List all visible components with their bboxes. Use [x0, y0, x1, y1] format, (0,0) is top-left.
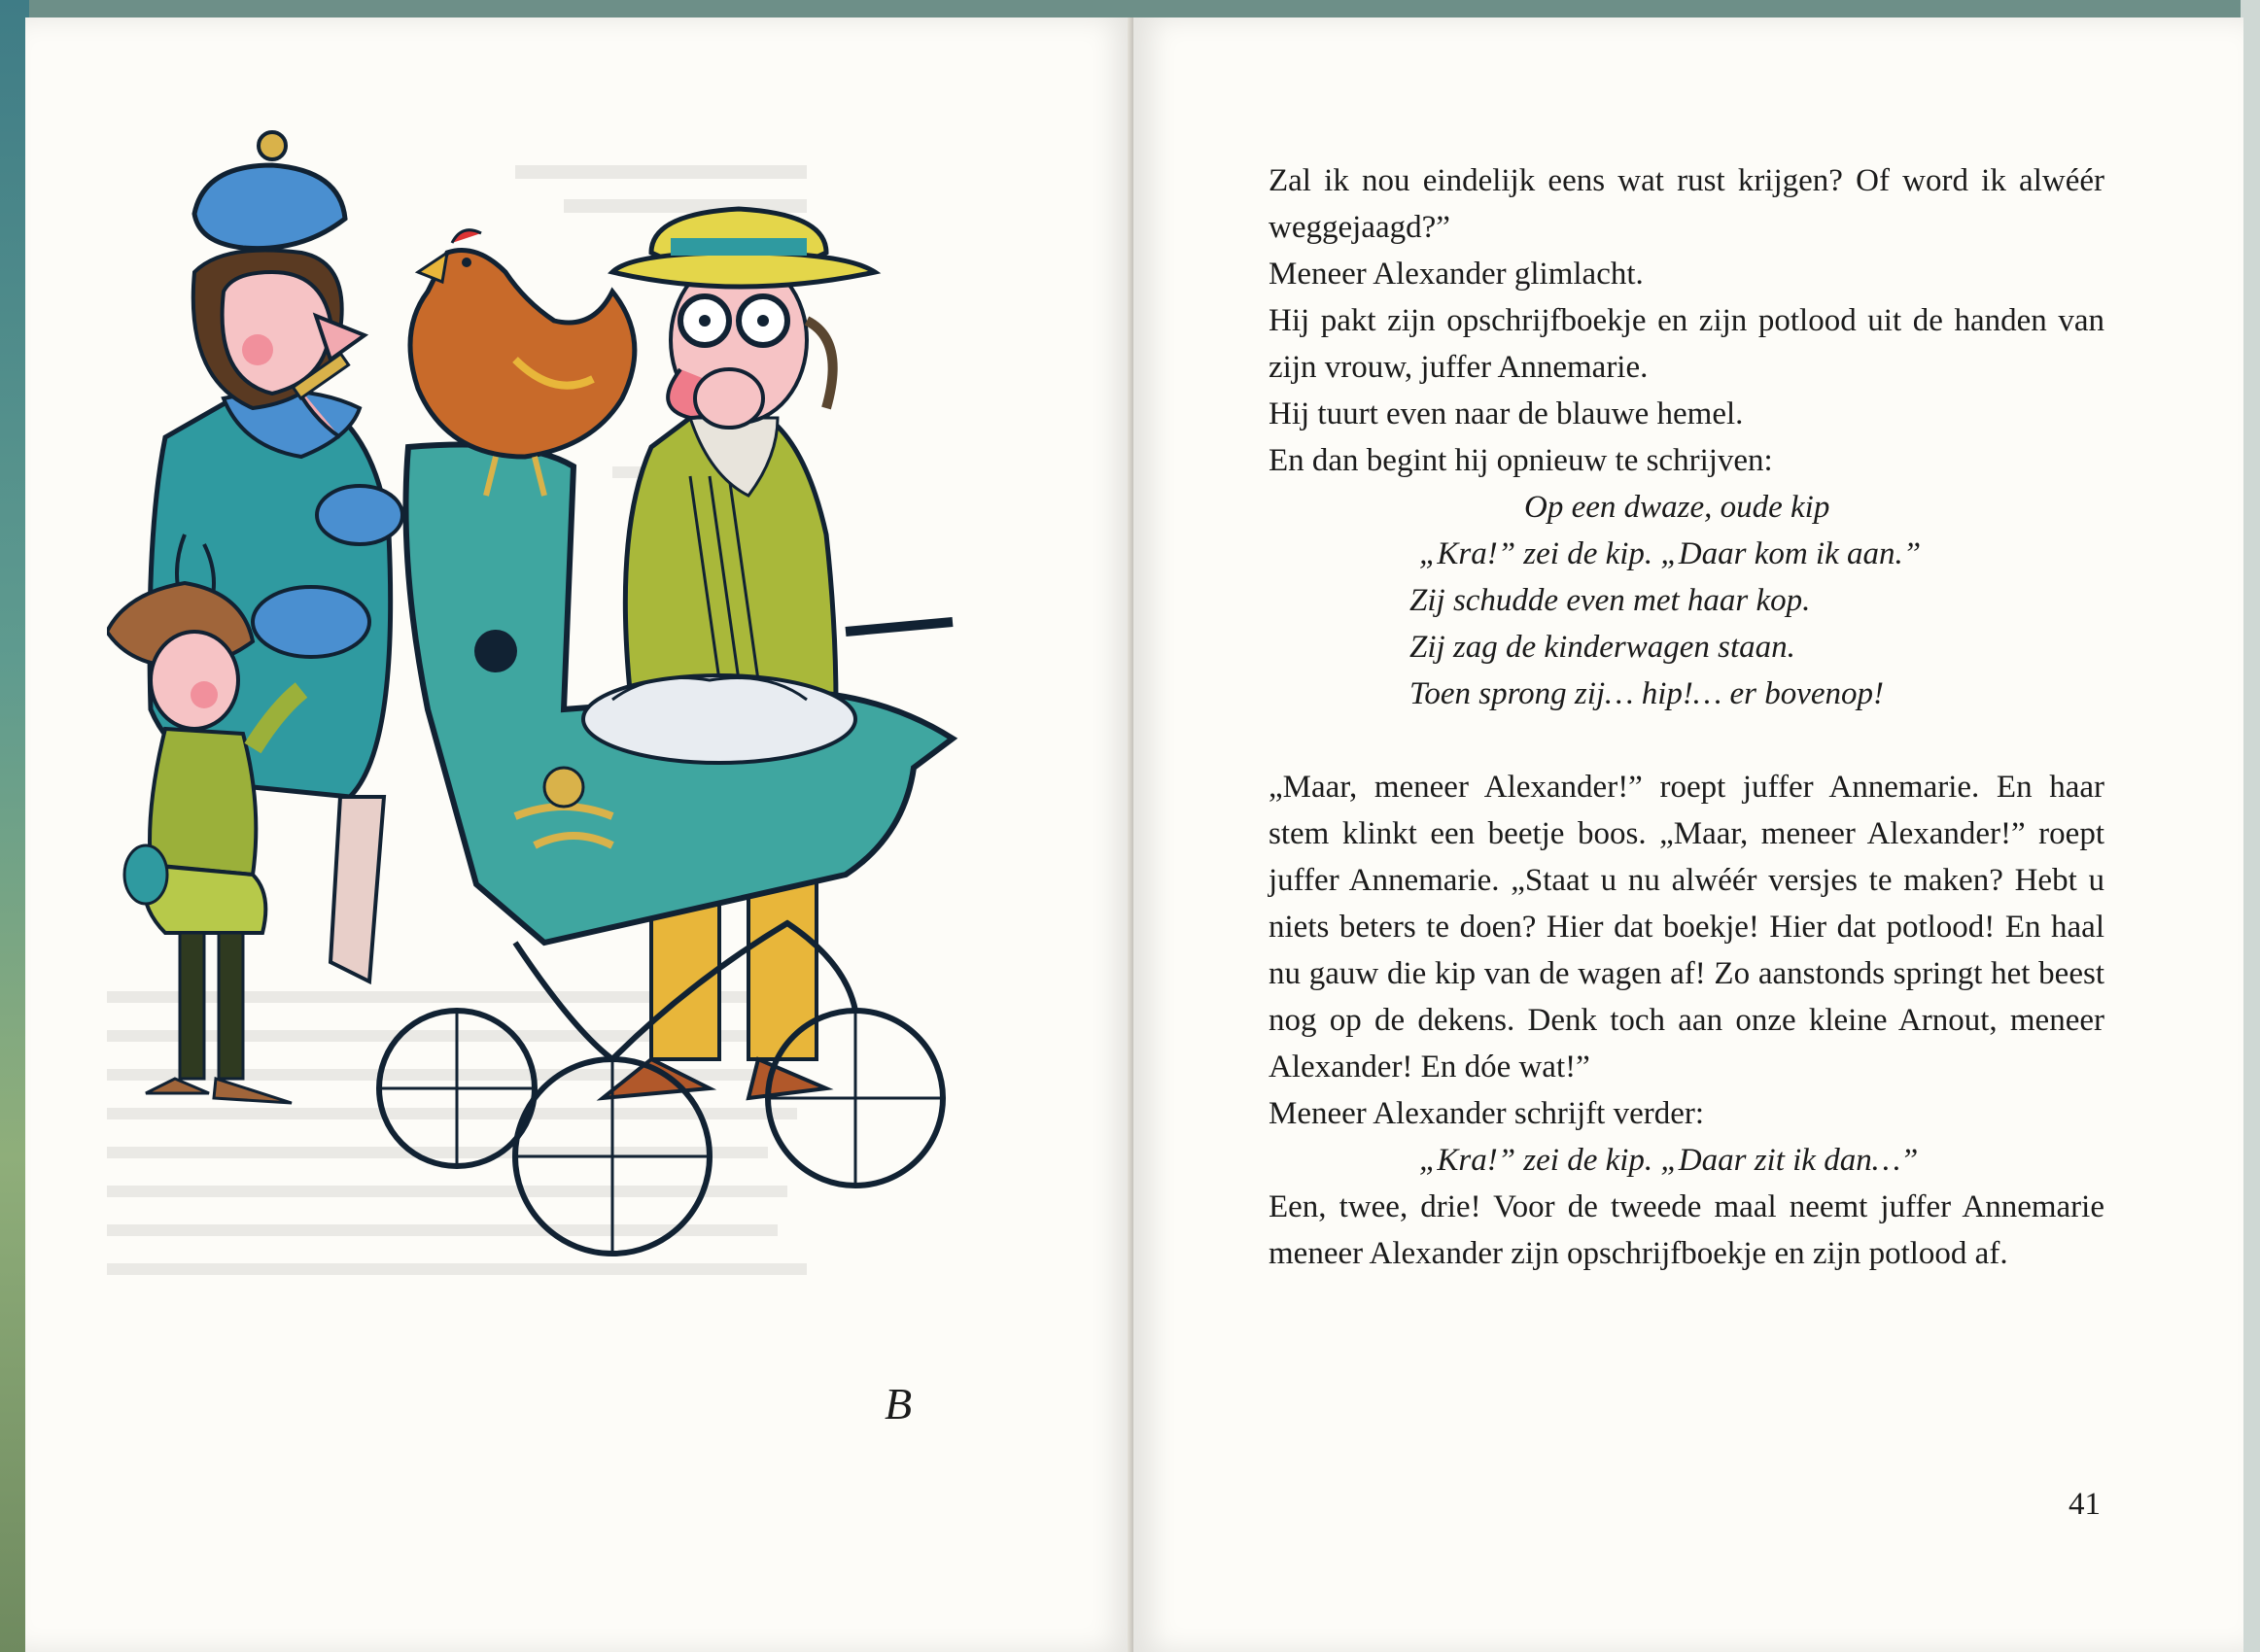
illustrator-signature: B	[885, 1379, 913, 1428]
paragraph: Meneer Alexander schrijft verder:	[1269, 1096, 1705, 1131]
paragraph: Een, twee, drie! Voor de tweede maal neemt juffer Annemarie meneer Alexander zijn opschrijfboekje en zijn potlood af.	[1269, 1189, 2104, 1271]
poem-line: Op een dwaze, oude kip	[1524, 490, 1830, 525]
illustration	[107, 126, 1079, 1487]
paragraph: „Maar, meneer Alexander!” roept juffer Annemarie. En haar stem klinkt een beetje boos. „Maar, meneer Alexander!” roept juffer Annemarie. „Staat u nu alwéér versjes te maken? Hebt u niets beters te doen? Hier dat boekje! Hier dat potlood! En haal nu gauw die kip van de wagen af! Zo aanstonds springt het beest nog op de dekens. Denk toch aan onze kleine Arnout, meneer Alexander! En dóe wat!”	[1269, 770, 2104, 1084]
page-number: 41	[2069, 1487, 2101, 1522]
paragraph: En dan begint hij opnieuw te schrijven:	[1269, 443, 1773, 478]
poem-line: Zij zag de kinderwagen staan.	[1409, 630, 1795, 665]
poem-line: Toen sprong zij… hip!… er bovenop!	[1409, 676, 1884, 711]
paragraph: Meneer Alexander glimlacht.	[1269, 257, 1644, 292]
poem-line: Zij schudde even met haar kop.	[1409, 583, 1811, 618]
page-text	[1269, 157, 2104, 1277]
poem-line: „Kra!” zei de kip. „Daar kom ik aan.”	[1419, 536, 1922, 571]
poem-line: „Kra!” zei de kip. „Daar zit ik dan…”	[1419, 1143, 1919, 1178]
stanza-gap	[1269, 717, 2104, 764]
paragraph: Hij tuurt even naar de blauwe hemel.	[1269, 396, 1744, 431]
paragraph: Zal ik nou eindelijk eens wat rust krijgen? Of word ik alwéér weggejaagd?”	[1269, 163, 2104, 245]
paragraph: Hij pakt zijn opschrijfboekje en zijn potlood uit de handen van zijn vrouw, juffer Annemarie.	[1269, 303, 2104, 385]
background-right	[2241, 0, 2260, 1652]
